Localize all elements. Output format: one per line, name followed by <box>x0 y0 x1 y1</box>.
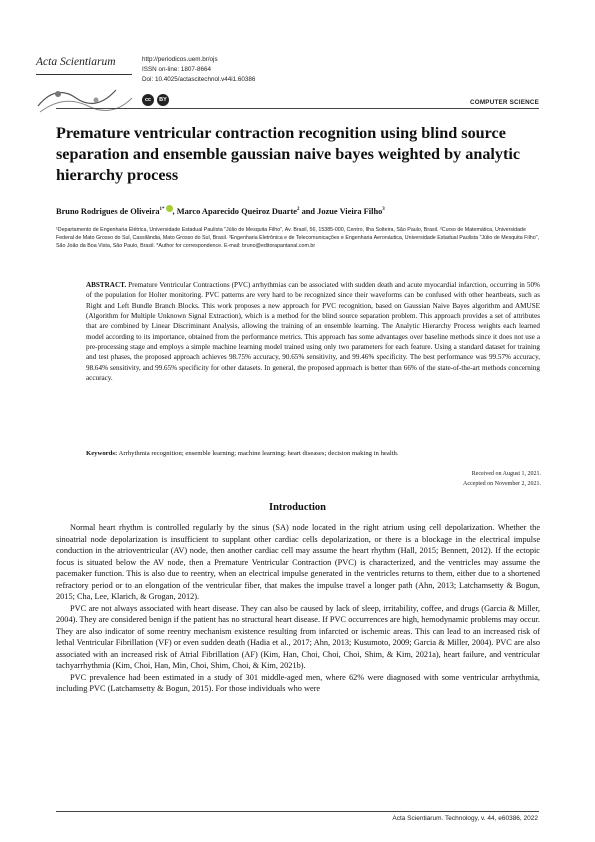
introduction-body <box>56 522 540 695</box>
journal-doi[interactable]: Doi: 10.4025/actascitechnol.v44i1.60386 <box>142 76 256 83</box>
logo-divider <box>36 74 132 75</box>
author-list <box>56 205 536 216</box>
keywords-label: Keywords: <box>86 450 118 457</box>
paragraph-1: Normal heart rhythm is controlled regularly by the sinus (SA) node located in the right atrium using cell depolarization. Whether the sinoatrial node depolarization is insufficient to supplant other cardiac cells depolarization, or there is a blockage in the electrical impulse conduction in the atrioventricular (AV) node, then another cardiac cell may assume the heart rhythm (Hall, 2015; Bennett, 2012). If the ectopic focus is situated below the AV node, then a Premature Ventricular Contraction (PVC) is characterized, and the ventricles may assume the pacemaker function. This is also due to reentry, when an electrical impulse generated in the ventricles returns to them, either due to a shortened refractory period or to an elongation of the ventricular fiber, that makes the impulse travel a longer path (Ahn, 2013; Latchamsetty & Bogun, 2015; Cha, Lee, Klarich, & Grogan, 2012). <box>56 523 540 601</box>
page-footer: Acta Scientiarum. Technology, v. 44, e60386, 2022 <box>392 815 538 822</box>
keywords-text: Arrhythmia recognition; ensemble learning; machine learning; heart diseases; decision making in health. <box>118 450 399 457</box>
section-label: COMPUTER SCIENCE <box>470 99 539 106</box>
accepted-date: Accepted on November 2, 2021. <box>463 481 541 487</box>
journal-logo-text: Acta Scientiarum <box>36 56 116 68</box>
footer-rule <box>56 811 539 812</box>
paragraph-2: PVC are not always associated with heart disease. They can also be caused by lack of sleep, irritability, coffee, and drugs (Garcia & Miller, 2004). They are considered benign if the patient has no structural heart disease. If PVC occurrences are high, hemodynamic problems may occur. They are also indicator of some reentry mechanism existence resulting from infarcted or ischemic areas. This can lead to an increased risk of lethal Ventricular Fibrillation (VF) or even sudden death (Hadia et al., 2017; Ahn, 2013; Kusumoto, 2009; Garcia & Miller, 2004). PVC are also associated with an increased risk of Atrial Fibrillation (AF) (Kim, Han, Choi, Choi, Choi, Shim, & Kim, 2021a), heart failure, and ventricular tachyarrhythmia (Kim, Choi, Han, Min, Choi, Shim, Choi, & Kim, 2021b). <box>56 603 540 670</box>
cc-icon: cc <box>142 94 154 106</box>
affiliations: ¹Departamento de Engenharia Elétrica, Universidade Estadual Paulista "Júlio de Mesquita Filho", Av. Brasil, 56, 15385-000, Centro, Ilha Solteira, São Paulo, Brasil. ²Curso de Matemática, Universidade Federal de Mato Grosso do Sul, Cassilândia, Mato Grosso do Sul, Brasil. ³Engenharia Eletrônica e de Telecomunicações e Engenharia Aeronáutica, Universidade Estadual Paulista "Júlio de Mesquita Filho", São João da Boa Vista, São Paulo, Brasil. *Author for correspondence. E-mail: bruno@editorapantanal.com.br <box>56 227 540 249</box>
orcid-icon[interactable] <box>166 205 173 212</box>
keywords <box>86 449 540 458</box>
article-title: Premature ventricular contraction recognition using blind source separation and ensemble gaussian naive bayes weighted by analytic hierarchy process <box>56 124 521 184</box>
header-rule <box>56 108 539 109</box>
paragraph-3: PVC prevalence had been estimated in a study of 301 middle-aged men, where 62% were diagnosed with some ventricular arrhythmia, including PVC (Latchamsetty & Bogun, 2015). For those individuals who were <box>56 672 540 693</box>
author-2-sup: 2 <box>296 207 300 213</box>
journal-url[interactable]: http://periodicos.uem.br/ojs <box>142 56 218 63</box>
author-1-sup: 1* <box>159 207 165 213</box>
author-2: , Marco Aparecido Queiroz Duarte <box>172 207 297 216</box>
abstract <box>86 280 540 383</box>
journal-issn: ISSN on-line: 1807-8664 <box>142 66 211 73</box>
cc-license-badge[interactable] <box>142 94 169 106</box>
section-heading-introduction: Introduction <box>269 502 326 513</box>
by-icon: BY <box>157 94 169 106</box>
author-1: Bruno Rodrigues de Oliveira <box>56 207 160 216</box>
journal-logo-art <box>36 76 136 116</box>
abstract-label: ABSTRACT. <box>86 281 127 289</box>
author-3-sup: 3 <box>382 207 385 213</box>
abstract-text: Premature Ventricular Contractions (PVC) arrhythmias can be associated with sudden death and acute myocardial infarction, occurring in 50% of the population for Holter monitoring. PVC patterns are very hard to be recognized since their waveforms can be confused with other heartbeats, such as Right and Left Bundle Branch Blocks. This work proposes a new approach for PVC recognition, based on Gaussian Naive Bayes algorithm and AMUSE (Algorithm for Multiple Unknown Signal Extraction), which is a method for the blind source separation problem. This approach provides a set of attributes that are combined by Linear Discriminant Analysis, allowing the training of an ensemble learning. The Analytic Hierarchy Process weights each learned model according to its importance, obtained from the performance metrics. This approach has some advantages over baseline methods since it does not use a pre-processing stage and employs a simple machine learning model trained using only two parameters for each feature. Using a standard dataset for training and test phases, the proposed approach achieves 98.75% accuracy, 90.65% sensitivity, and 99.46% specificity. The best performance was 99.57% accuracy, 98.64% sensitivity, and 99.65% specificity for other datasets. In general, the proposed approach is better than 66% of the state-of-the-art methods concerning accuracy. <box>86 281 540 383</box>
author-3: and Jozue Vieira Filho <box>299 207 383 216</box>
received-date: Received on August 1, 2021. <box>471 471 541 477</box>
